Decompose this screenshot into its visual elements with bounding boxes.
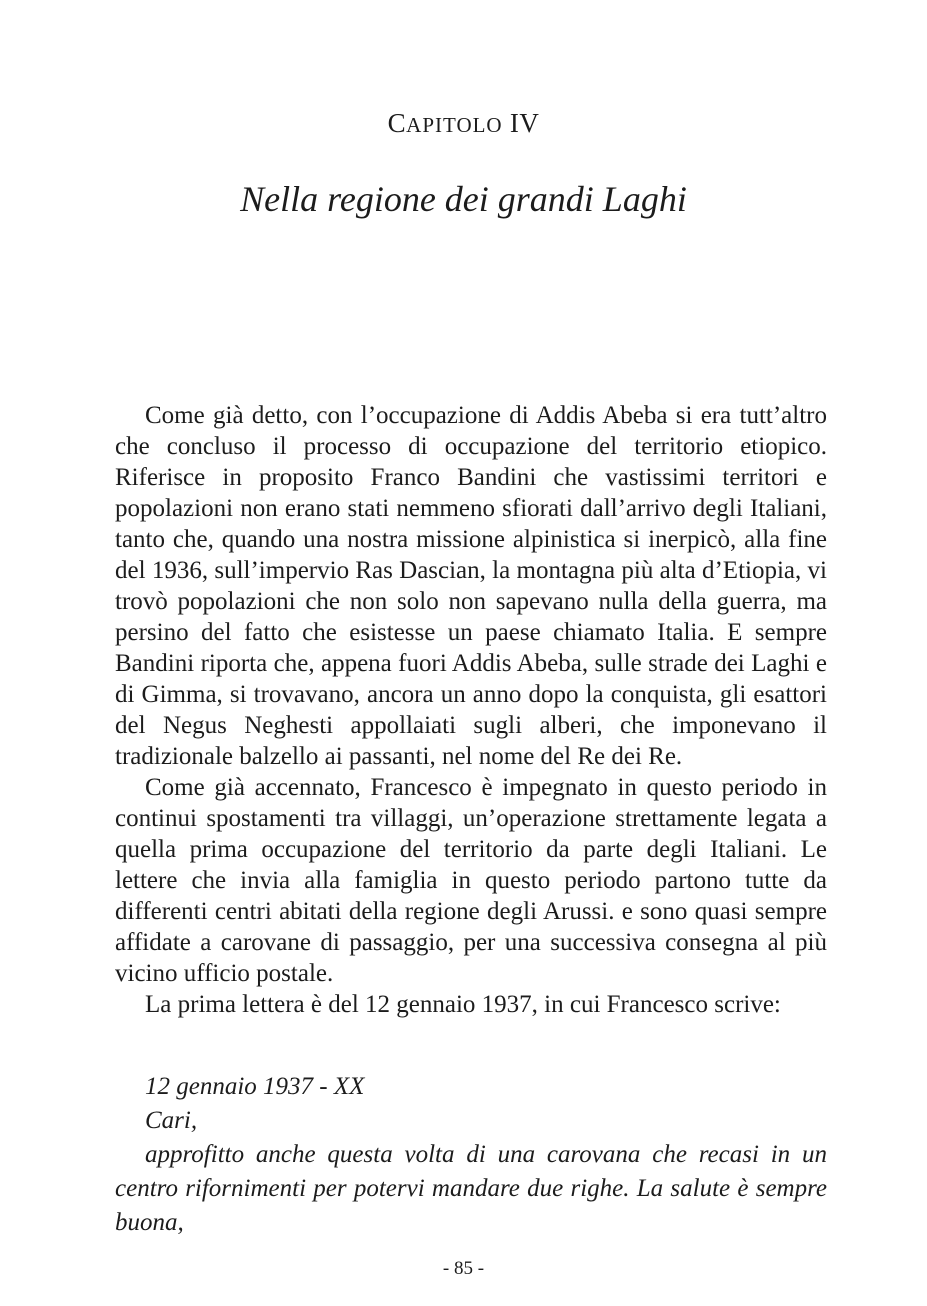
paragraph: La prima lettera è del 12 gennaio 1937, in cui Francesco scrive:: [145, 991, 781, 1018]
letter-date: 12 gennaio 1937 - XX: [145, 1073, 365, 1100]
paragraph: Come già detto, con l’occupazione di Addis Abeba si era tutt’altro che concluso il processo di occupazione del territorio etiopico. Riferisce in proposito Franco Bandini che vastissimi territori e popolazioni non erano stati nemmeno sfiorati dall’arrivo degli Italiani, tanto che, quando una nostra missione alpinistica si inerpicò, alla fine del 1936, sull’impervio Ras Dascian, la montagna più alta d’Etiopia, vi trovò popolazioni che non solo non sapevano nulla della guerra, ma persino del fatto che esistesse un paese chiamato Italia. E sempre Bandini riporta che, appena fuori Addis Abeba, sulle strade dei Laghi e di Gimma, si trovavano, ancora un anno dopo la conquista, gli esattori del Negus Neghesti appollaiati sugli alberi, che imponevano il tradizionale balzello ai passanti, nel nome del Re dei Re.: [115, 402, 827, 770]
page-number: - 85 -: [442, 1258, 485, 1279]
chapter-label-initial: C: [387, 108, 407, 138]
chapter-label-smallcaps: APITOLO: [406, 113, 503, 137]
letter-greeting: Cari,: [145, 1107, 198, 1134]
chapter-title: Nella regione dei grandi Laghi: [240, 179, 687, 219]
paragraph: Come già accennato, Francesco è impegnato in questo periodo in continui spostamenti tra villaggi, un’operazione strettamente legata a quella prima occupazione del territorio da parte degli Italiani. Le lettere che invia alla famiglia in questo periodo partono tutte da differenti centri abitati della regione degli Arussi. e sono quasi sempre affidate a carovane di passaggio, per una successiva consegna al più vicino ufficio postale.: [115, 774, 827, 987]
body-text: [115, 400, 827, 1020]
chapter-number: IV: [509, 108, 540, 138]
quoted-letter: [115, 1070, 827, 1240]
chapter-label: [0, 108, 927, 139]
letter-body: approfitto anche questa volta di una carovana che recasi in un centro rifornimenti per potervi mandare due righe. La salute è sempre buona,: [115, 1141, 827, 1236]
